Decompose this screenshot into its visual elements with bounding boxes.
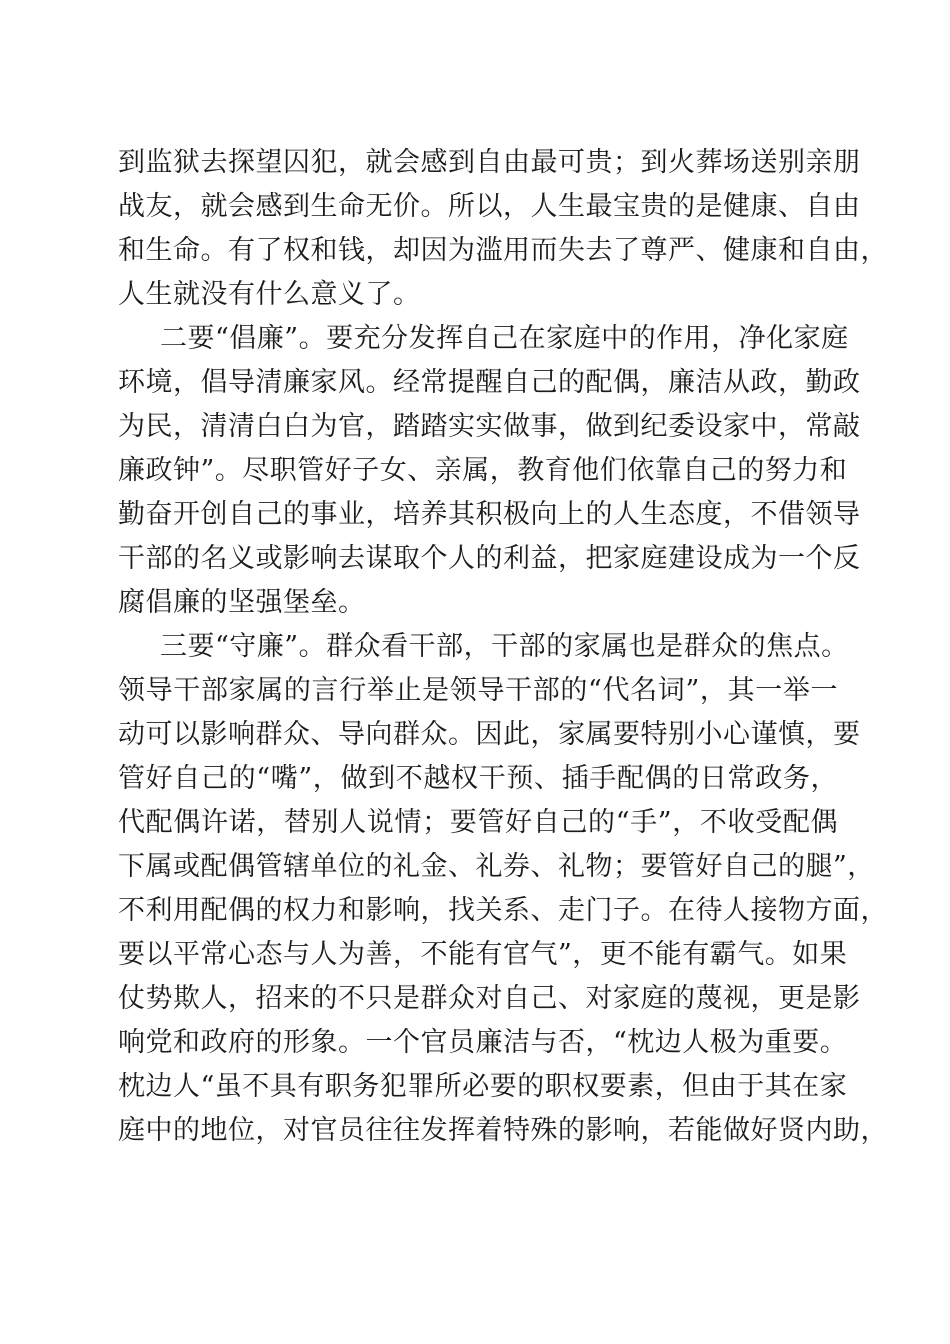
text-line: 为民，清清白白为官，踏踏实实做事，做到纪委设家中，常敲: [118, 411, 861, 442]
text-line: 代配偶许诺，替别人说情；要管好自己的“手”，不收受配偶: [118, 807, 838, 838]
paragraph-start-line: 二要“倡廉”。要充分发挥自己在家庭中的作用，净化家庭: [160, 323, 849, 354]
text-line: 干部的名义或影响去谋取个人的利益，把家庭建设成为一个反: [118, 543, 861, 574]
text-line: 要以平常心态与人为善，不能有官气”，更不能有霸气。如果: [118, 939, 848, 970]
body-text: [118, 141, 888, 1153]
text-line: 勤奋开创自己的事业，培养其积极向上的人生态度，不借领导: [118, 499, 861, 530]
text-line: 动可以影响群众、导向群众。因此，家属要特别小心谨慎，要: [118, 719, 861, 750]
text-line: 环境，倡导清廉家风。经常提醒自己的配偶，廉洁从政，勤政: [118, 367, 861, 398]
text-line: 仗势欺人，招来的不只是群众对自己、对家庭的蔑视，更是影: [118, 983, 861, 1014]
text-line: 庭中的地位，对官员往往发挥着特殊的影响，若能做好贤内助，: [118, 1115, 888, 1146]
paragraph-start-line: 三要“守廉”。群众看干部，干部的家属也是群众的焦点。: [160, 631, 849, 662]
text-line: 和生命。有了权和钱，却因为滥用而失去了尊严、健康和自由，: [118, 235, 888, 266]
text-line: 管好自己的“嘴”，做到不越权干预、插手配偶的日常政务，: [118, 763, 838, 794]
text-line: 响党和政府的形象。一个官员廉洁与否，“枕边人极为重要。: [118, 1027, 848, 1058]
text-line: 战友，就会感到生命无价。所以，人生最宝贵的是健康、自由: [118, 191, 861, 222]
text-line: 人生就没有什么意义了。: [118, 279, 421, 310]
text-line: 廉政钟”。尽职管好子女、亲属，教育他们依靠自己的努力和: [118, 455, 848, 486]
text-line: 腐倡廉的坚强堡垒。: [118, 587, 366, 618]
text-line: 下属或配偶管辖单位的礼金、礼券、礼物；要管好自己的腿”，: [118, 851, 875, 882]
text-line: 到监狱去探望囚犯，就会感到自由最可贵；到火葬场送别亲朋: [118, 147, 861, 178]
text-line: 不利用配偶的权力和影响，找关系、走门子。在待人接物方面，: [118, 895, 888, 926]
text-line: 枕边人“虽不具有职务犯罪所必要的职权要素，但由于其在家: [118, 1071, 848, 1102]
text-line: 领导干部家属的言行举止是领导干部的“代名词”，其一举一: [118, 675, 838, 706]
